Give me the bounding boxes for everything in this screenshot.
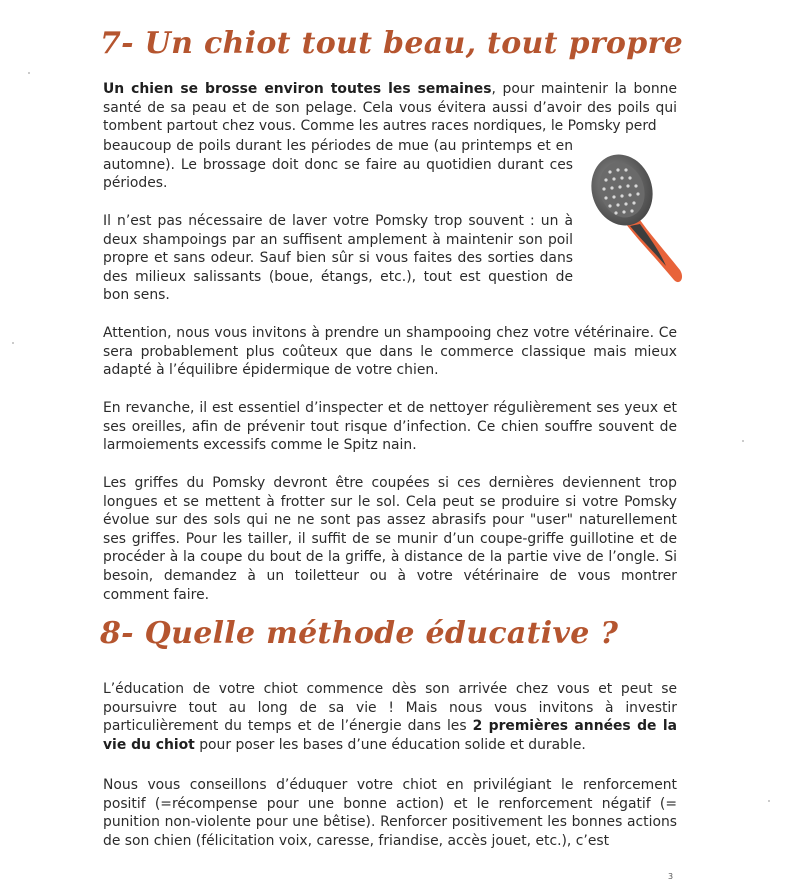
scan-speck xyxy=(768,800,770,802)
paragraph-education xyxy=(103,680,677,754)
section-7-title: 7- Un chiot tout beau, tout propre xyxy=(100,26,683,61)
paragraph-education-end: pour poser les bases d’une éducation solide et durable. xyxy=(194,736,586,753)
scan-speck xyxy=(12,342,14,344)
paragraph-education-start: L’éducation de votre chiot commence dès son arrivée chez vous et peut se poursuivre tout au long de sa vie ! Mais nous vous invitons à investir particulièrement du temps et de l’énergie dans les xyxy=(103,681,677,735)
scan-speck xyxy=(28,72,30,74)
paragraph-reinforcement: Nous vous conseillons d’éduquer votre chiot en privilégiant le renforcement positif (=récompense pour une bonne action) et le renforcement négatif (= punition non-violente pour une bêtise). Renforcer positivement les bonnes actions de son chien (félicitation voix, caresse, friandise, accès jouet, etc.), c’est xyxy=(103,777,677,849)
paragraph-eyes-ears: En revanche, il est essentiel d’inspecter et de nettoyer régulièrement ses yeux et ses oreilles, afin de prévenir tout risque d’infection. Ce chien souffre souvent de larmoiements excessifs comme le Spitz nain. xyxy=(103,400,677,454)
paragraph-shedding: beaucoup de poils durant les périodes de mue (au printemps et en automne). Le brossage doit donc se faire au quotidien durant ces périodes. xyxy=(103,138,573,192)
paragraph-education-bold: 2 premières années de la vie du chiot xyxy=(103,718,677,753)
scan-speck xyxy=(742,440,744,442)
paragraph-claws: Les griffes du Pomsky devront être coupées si ces dernières deviennent trop longues et se mettent à frotter sur le sol. Cela peut se produire si votre Pomsky évolue sur des sols qui ne ne sont pas assez abrasifs pour "user" naturellement ses griffes. Pour les tailler, il suffit de se munir d’un coupe-griffe guillotine et de procéder à la coupe du bout de la griffe, à distance de la partie vive de l’ongle. Si besoin, demandez à un toiletteur ou à votre vétérinaire de vous montrer comment faire. xyxy=(103,475,677,603)
paragraph-bathing: Il n’est pas nécessaire de laver votre Pomsky trop souvent : un à deux shampoings par an suffisent amplement à maintenir son poil propre et sans odeur. Sauf bien sûr si vous faites des sorties dans des milieux salissants (boue, étangs, etc.), tout est question de bon sens. xyxy=(103,213,573,304)
paragraph-brushing-bold: Un chien se brosse environ toutes les semaines xyxy=(103,81,492,97)
section-8-title: 8- Quelle méthode éducative ? xyxy=(100,616,619,651)
brush-handle-grip xyxy=(630,224,666,266)
page-number: 3 xyxy=(668,872,674,881)
paragraph-shampoo: Attention, nous vous invitons à prendre un shampooing chez votre vétérinaire. Ce sera probablement plus coûteux que dans le commerce classique mais mieux adapté à l’équilibre épidermique de votre chien. xyxy=(103,325,677,379)
paragraph-brushing xyxy=(103,80,677,136)
grooming-brush-illustration xyxy=(588,150,683,288)
paragraph-brushing-text: , pour maintenir la bonne santé de sa peau et de son pelage. Cela vous évitera aussi d’avoir des poils qui tombent partout chez vous. Comme les autres races nordiques, le Pomsky perd xyxy=(103,81,677,135)
